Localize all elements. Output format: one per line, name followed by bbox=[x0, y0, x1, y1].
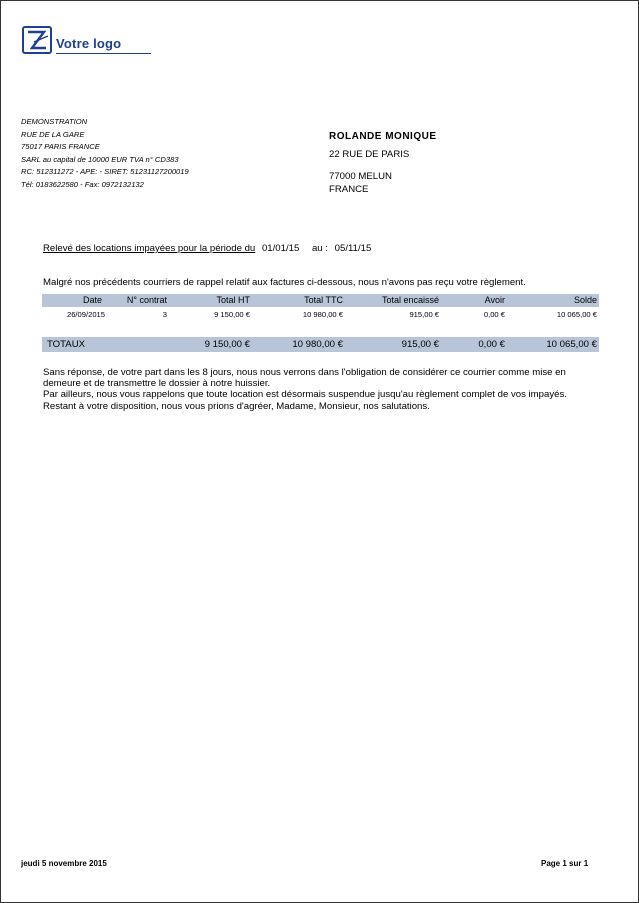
recipient-address bbox=[329, 131, 437, 196]
total-ht: 9 150,00 € bbox=[204, 339, 250, 350]
period-to: 05/11/15 bbox=[334, 243, 372, 254]
sender-line: RUE DE LA GARE bbox=[21, 129, 85, 139]
sender-line: RC: 512311272 - APE: - SIRET: 51231127200019 bbox=[21, 167, 189, 177]
recipient-street: 22 RUE DE PARIS bbox=[329, 148, 410, 160]
recipient-country: FRANCE bbox=[329, 183, 369, 195]
total-avoir: 0,00 € bbox=[478, 339, 505, 350]
company-logo bbox=[22, 26, 152, 58]
cell-date: 26/09/2015 bbox=[66, 310, 105, 319]
col-avoir: Avoir bbox=[484, 295, 505, 305]
total-solde: 10 065,00 € bbox=[546, 339, 597, 350]
table-row bbox=[42, 307, 599, 321]
paragraph: Restant à votre disposition, nous vous prions d'agréer, Madame, Monsieur, nos salutations. bbox=[43, 400, 430, 412]
col-total-ht: Total HT bbox=[216, 295, 250, 305]
total-ttc: 10 980,00 € bbox=[292, 339, 343, 350]
totals-row bbox=[42, 337, 599, 352]
footer-page: Page 1 sur 1 bbox=[541, 859, 589, 868]
totals-label: TOTAUX bbox=[47, 339, 86, 350]
letter-body bbox=[43, 367, 603, 412]
unpaid-table bbox=[42, 294, 599, 321]
col-date: Date bbox=[82, 295, 102, 305]
recipient-city: 77000 MELUN bbox=[329, 171, 392, 182]
cell-solde: 10 065,00 € bbox=[556, 310, 597, 319]
sender-address bbox=[21, 116, 189, 192]
col-total-ttc: Total TTC bbox=[304, 295, 343, 305]
col-solde: Solde bbox=[573, 295, 597, 305]
paragraph: Sans réponse, de votre part dans les 8 jours, nous nous verrons dans l'obligation de considérer ce courrier comme mise en demeure et de transmettre le dossier à notre huissier. bbox=[43, 367, 566, 390]
sender-line: DEMONSTRATION bbox=[21, 117, 88, 126]
intro-text: Malgré nos précédents courriers de rappel relatif aux factures ci-dessous, nous n'avons pas reçu votre règlement. bbox=[43, 277, 526, 288]
col-contract: N° contrat bbox=[126, 295, 167, 305]
cell-total-encaisse: 915,00 € bbox=[409, 310, 439, 319]
period-to-label: au : bbox=[311, 243, 328, 254]
recipient-name: ROLANDE MONIQUE bbox=[329, 131, 437, 142]
table-header bbox=[42, 294, 599, 307]
period-label: Relevé des locations impayées pour la période du bbox=[43, 243, 256, 254]
paragraph: Par ailleurs, nous vous rappelons que toute location est désormais suspendue jusqu'au règlement complet de vos impayés. bbox=[43, 389, 567, 401]
col-total-encaisse: Total encaissé bbox=[381, 295, 439, 305]
footer-date: jeudi 5 novembre 2015 bbox=[21, 859, 107, 868]
logo-emblem-icon bbox=[22, 26, 52, 54]
period-line bbox=[43, 243, 375, 254]
cell-contract: 3 bbox=[162, 310, 167, 319]
sender-line: 75017 PARIS FRANCE bbox=[21, 142, 100, 152]
logo-underline bbox=[56, 53, 151, 54]
period-from: 01/01/15 bbox=[261, 243, 300, 254]
sender-line: SARL au capital de 10000 EUR TVA n° CD383 bbox=[21, 154, 179, 164]
total-encaisse: 915,00 € bbox=[401, 339, 439, 350]
cell-avoir: 0,00 € bbox=[483, 310, 505, 319]
sender-line: Tél: 0183622580 - Fax: 0972132132 bbox=[21, 179, 144, 189]
logo-text: Votre logo bbox=[56, 36, 122, 51]
cell-total-ttc: 10 980,00 € bbox=[302, 310, 343, 319]
cell-total-ht: 9 150,00 € bbox=[214, 310, 250, 319]
